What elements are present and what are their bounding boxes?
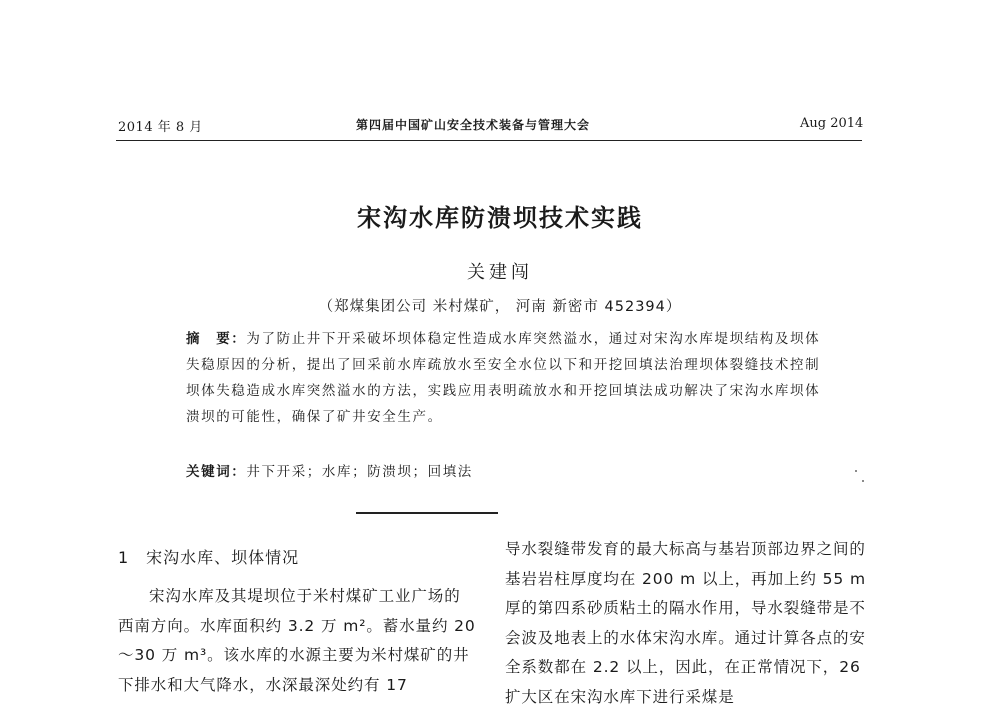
author: 关建闯 — [467, 262, 533, 283]
abstract — [186, 326, 826, 430]
scan-speck — [862, 480, 864, 482]
paper-title: 宋沟水库防溃坝技术实践 — [357, 204, 643, 232]
keywords — [186, 460, 826, 480]
affiliation: （郑煤集团公司 米村煤矿， 河南 新密市 452394） — [318, 299, 682, 315]
section-heading: 1 宋沟水库、坝体情况 — [118, 548, 300, 567]
scan-speck — [855, 470, 857, 472]
keywords-text: 井下开采；水库；防溃坝；回填法 — [246, 464, 473, 480]
keywords-label: 关键词： — [186, 464, 247, 480]
header-date-en: Aug 2014 — [800, 116, 864, 131]
body-left-column: 宋沟水库及其堤坝位于米村煤矿工业广场的西南方向。水库面积约 3.2 万 m²。蓄水量约 20～30 万 m³。该水库的水源主要为米村煤矿的井下排水和大气降水，水深最深处约有 17 — [118, 587, 476, 694]
header-date-cn: 2014 年 8 月 — [118, 120, 203, 135]
section-divider — [356, 512, 498, 514]
header-rule — [116, 140, 862, 141]
abstract-text: 为了防止井下开采破坏坝体稳定性造成水库突然溢水，通过对宋沟水库堤坝结构及坝体失稳原因的分析，提出了回采前水库疏放水至安全水位以下和开挖回填法治理坝体裂缝技术控制坝体失稳造成水库突然溢水的方法，实践应用表明疏放水和开挖回填法成功解决了宋沟水库坝体溃坝的可能性，确保了矿井安全生产。 — [186, 331, 821, 425]
body-right-column: 导水裂缝带发育的最大标高与基岩顶部边界之间的基岩岩柱厚度均在 200 m 以上，再加上约 55 m 厚的第四系砂质粘土的隔水作用，导水裂缝带是不会波及地表上的水体宋沟水库。通过计算各点的安全系数都在 2.2 以上，因此，在正常情况下，26 扩大区在宋沟水库下进行采煤是 — [505, 540, 866, 706]
abstract-label: 摘 要： — [186, 331, 247, 347]
header-conference: 第四届中国矿山安全技术装备与管理大会 — [356, 118, 591, 132]
